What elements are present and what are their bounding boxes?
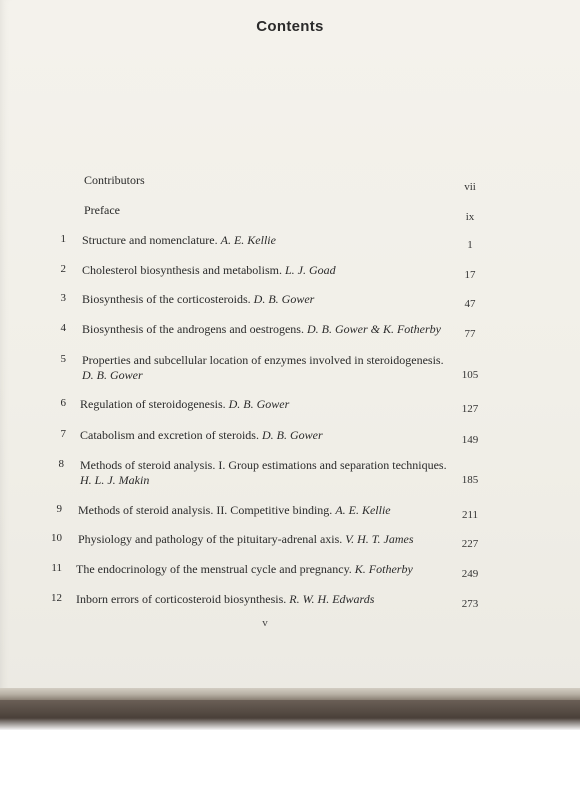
entry-page: 127 — [461, 403, 479, 415]
chapter-number: 11 — [51, 562, 62, 574]
chapter-number: 6 — [60, 397, 66, 409]
entry-title: Properties and subcellular location of enzymes involved in steroidogenesis. — [82, 353, 444, 367]
chapter-number: 4 — [60, 322, 66, 334]
entry-text — [80, 428, 445, 443]
entry-authors: K. Fotherby — [354, 562, 413, 576]
page-title: Contents — [256, 18, 324, 35]
page-folio: v — [262, 617, 268, 629]
entry-page: 47 — [464, 298, 476, 310]
entry-authors: D. B. Gower & K. Fotherby — [306, 322, 441, 336]
entry-page: 17 — [464, 269, 476, 281]
entry-text — [82, 263, 447, 278]
book-cover-edge — [0, 700, 580, 730]
entry-title: Physiology and pathology of the pituitary-adrenal axis. — [78, 532, 343, 546]
entry-authors: D. B. Gower — [253, 292, 315, 306]
entry-page: 249 — [461, 568, 479, 580]
entry-page: 227 — [461, 538, 479, 550]
entry-authors: D. B. Gower — [228, 397, 290, 411]
entry-title: Preface — [84, 203, 120, 217]
entry-authors: D. B. Gower — [82, 368, 143, 382]
entry-title: The endocrinology of the menstrual cycle and pregnancy. — [76, 562, 352, 576]
entry-authors: A. E. Kellie — [220, 233, 276, 247]
entry-authors: D. B. Gower — [261, 428, 323, 442]
entry-text — [80, 397, 445, 412]
entry-title: Biosynthesis of the corticosteroids. — [82, 292, 251, 306]
entry-text — [80, 458, 450, 488]
chapter-number: 12 — [51, 592, 62, 604]
chapter-number: 5 — [60, 353, 66, 365]
chapter-number: 8 — [58, 458, 64, 470]
entry-title: Cholesterol biosynthesis and metabolism. — [82, 263, 282, 277]
entry-title: Inborn errors of corticosteroid biosynthesis. — [76, 592, 287, 606]
entry-page: 211 — [461, 509, 479, 521]
entry-title: Biosynthesis of the androgens and oestrogens. — [82, 322, 304, 336]
chapter-number: 1 — [60, 233, 66, 245]
entry-title: Methods of steroid analysis. II. Competitive binding. — [78, 503, 333, 517]
entry-authors: L. J. Goad — [284, 263, 336, 277]
chapter-number: 2 — [60, 263, 66, 275]
entry-page: 77 — [464, 328, 476, 340]
chapter-number: 3 — [60, 292, 66, 304]
entry-page: vii — [464, 181, 476, 193]
entry-text — [82, 292, 447, 307]
entry-text — [82, 233, 447, 248]
entry-text — [82, 322, 447, 337]
page-stack-edge — [0, 688, 580, 700]
entry-text — [76, 592, 441, 607]
entry-text — [78, 532, 443, 547]
entry-title: Catabolism and excretion of steroids. — [80, 428, 259, 442]
entry-authors: R. W. H. Edwards — [289, 592, 375, 606]
chapter-number: 9 — [56, 503, 62, 515]
entry-authors: H. L. J. Makin — [80, 473, 150, 487]
chapter-number: 10 — [51, 532, 62, 544]
entry-page: 1 — [467, 239, 473, 251]
chapter-number: 7 — [60, 428, 66, 440]
entry-text — [76, 562, 441, 577]
entry-title: Methods of steroid analysis. I. Group estimations and separation techniques. — [80, 458, 447, 472]
entry-authors: V. H. T. James — [345, 532, 414, 546]
entry-text — [78, 503, 443, 518]
entry-title: Contributors — [84, 173, 145, 187]
entry-page: 149 — [461, 434, 479, 446]
entry-title: Structure and nomenclature. — [82, 233, 218, 247]
entry-authors: A. E. Kellie — [335, 503, 391, 517]
entry-title: Regulation of steroidogenesis. — [80, 397, 226, 411]
entry-page: 105 — [461, 369, 479, 381]
entry-page: ix — [465, 211, 475, 223]
entry-page: 273 — [461, 598, 479, 610]
entry-page: 185 — [461, 474, 479, 486]
entry-text — [82, 353, 452, 383]
